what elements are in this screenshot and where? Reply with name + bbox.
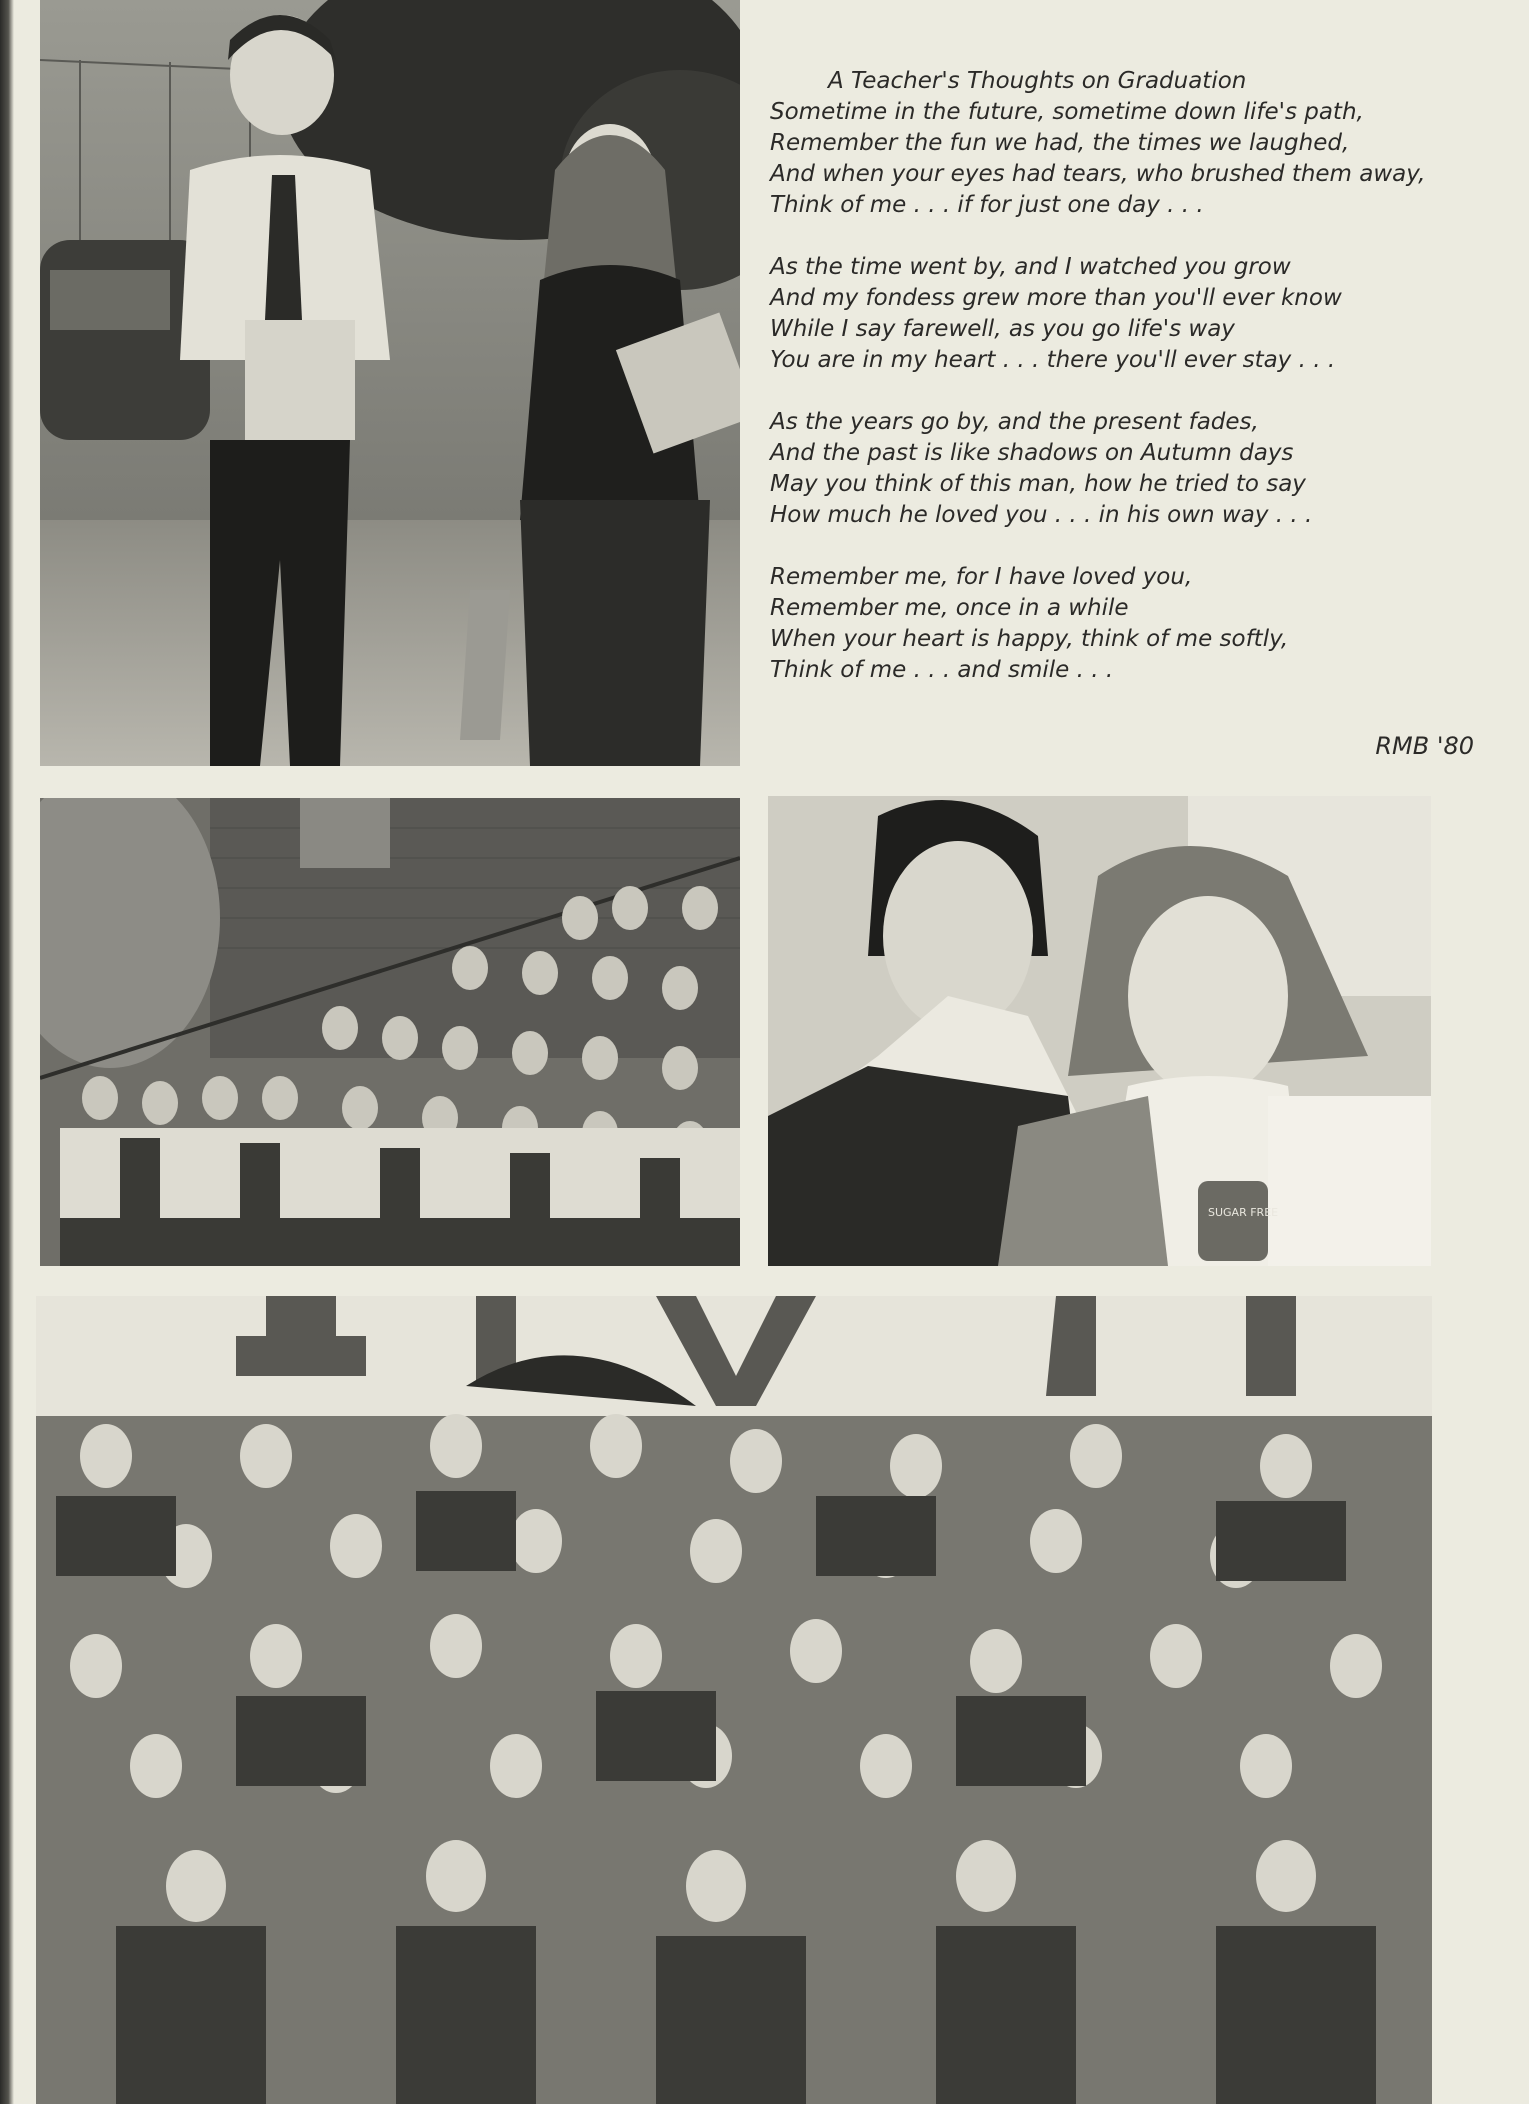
poem-stanza-4 (770, 562, 1490, 686)
poem-line: As the years go by, and the present fades, (770, 409, 1259, 435)
poem-line: Think of me . . . if for just one day . . . (770, 192, 1204, 218)
poem-line: When your heart is happy, think of me softly, (770, 626, 1289, 652)
poem-stanza-2 (770, 252, 1490, 376)
poem-line: May you think of this man, how he tried to say (770, 471, 1306, 497)
photo-students-bleachers (40, 798, 740, 1266)
poem-line: While I say farewell, as you go life's way (770, 316, 1235, 342)
poem-stanza-3 (770, 407, 1490, 531)
poem-line: Sometime in the future, sometime down life's path, (770, 99, 1364, 125)
poem-line: And my fondess grew more than you'll ever know (770, 285, 1342, 311)
poem-line: You are in my heart . . . there you'll ever stay . . . (770, 347, 1336, 373)
poem-stanza-1 (770, 97, 1490, 221)
can-label: SUGAR FREE (1208, 1206, 1279, 1219)
page-binding-edge (0, 0, 14, 2104)
graduation-poem (770, 66, 1490, 717)
poem-signature: RMB '80 (1375, 732, 1474, 760)
photo-two-students-walking (40, 0, 740, 766)
poem-line: Think of me . . . and smile . . . (770, 657, 1114, 683)
poem-line: How much he loved you . . . in his own way . . . (770, 502, 1313, 528)
photo-class-group (36, 1296, 1432, 2104)
photo-two-smiling-students (768, 796, 1431, 1266)
poem-title: A Teacher's Thoughts on Graduation (828, 68, 1247, 94)
poem-line: Remember the fun we had, the times we laughed, (770, 130, 1350, 156)
poem-line: And the past is like shadows on Autumn days (770, 440, 1294, 466)
poem-line: Remember me, for I have loved you, (770, 564, 1193, 590)
poem-line: And when your eyes had tears, who brushed them away, (770, 161, 1426, 187)
poem-line: Remember me, once in a while (770, 595, 1129, 621)
poem-line: As the time went by, and I watched you grow (770, 254, 1291, 280)
